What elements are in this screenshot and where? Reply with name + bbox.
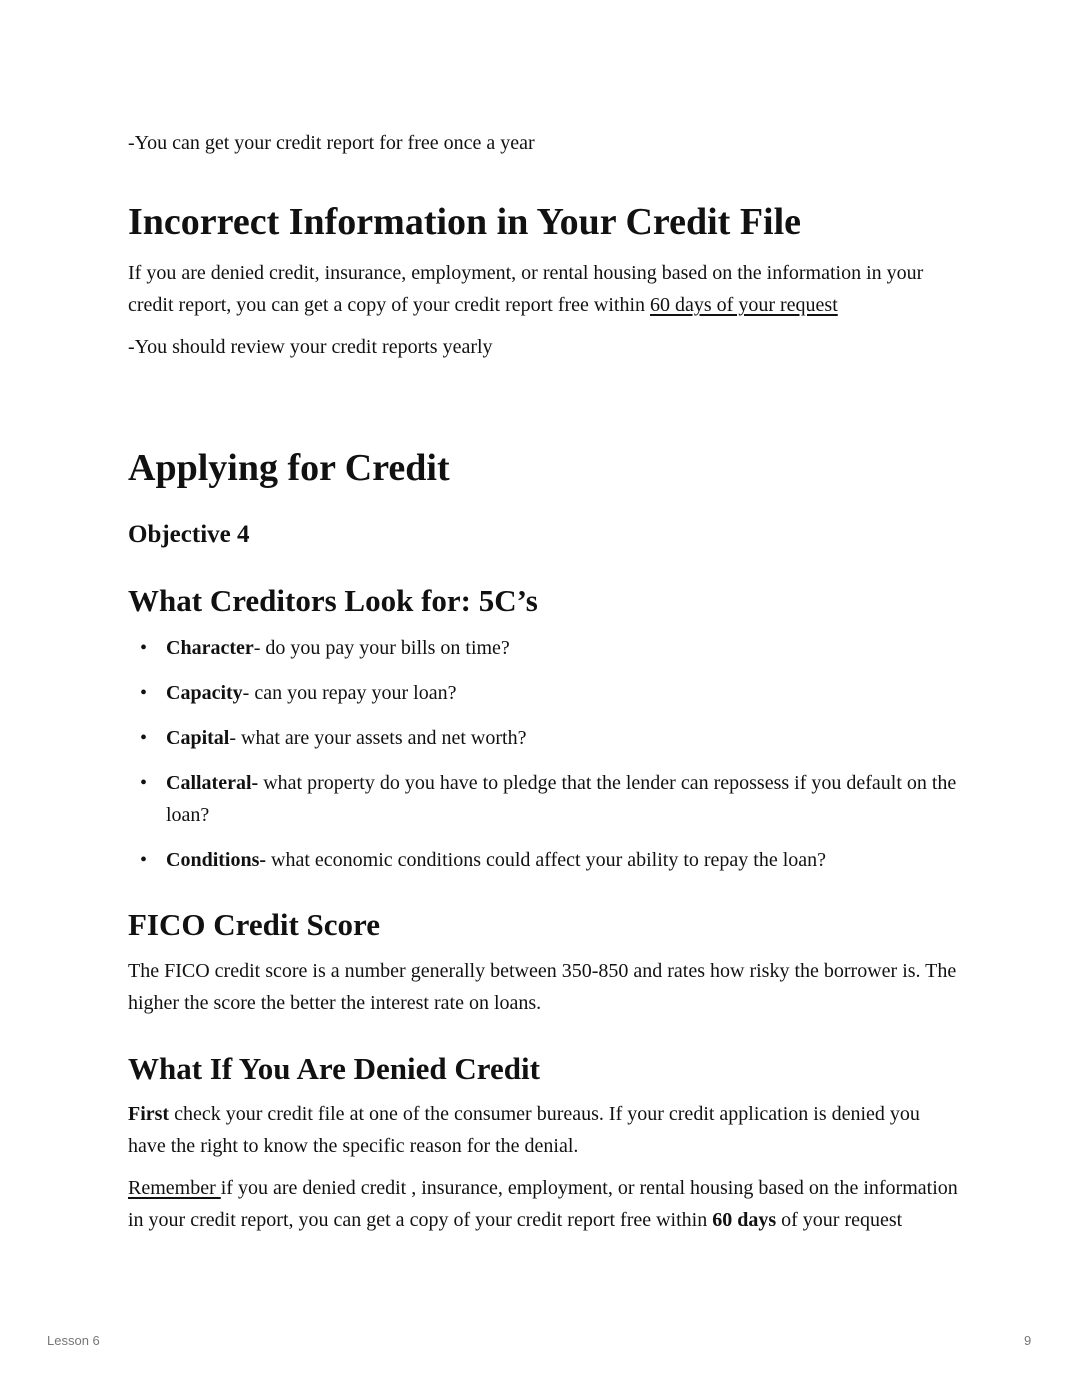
list-item xyxy=(128,722,958,754)
list-item xyxy=(128,844,958,876)
first-bold: First xyxy=(128,1103,170,1125)
term: Capital xyxy=(166,727,230,749)
fico-heading: FICO Credit Score xyxy=(128,907,380,942)
incorrect-info-paragraph xyxy=(128,257,958,321)
bullet-icon: • xyxy=(140,772,148,794)
denied-p2-text1: if you are denied credit , insurance, employment, or rental housing based on the information in your credit report, you can get a copy of your credit report free within xyxy=(128,1177,958,1231)
page-number: 9 xyxy=(1024,1333,1032,1348)
section-heading-applying: Applying for Credit xyxy=(128,447,450,489)
denied-paragraph-2 xyxy=(128,1172,958,1236)
term: Capacity xyxy=(166,682,243,704)
list-item xyxy=(128,632,958,664)
bullet-icon: • xyxy=(140,727,148,749)
section-heading-incorrect-info: Incorrect Information in Your Credit File xyxy=(128,201,802,243)
sixty-days-bold: 60 days xyxy=(712,1209,777,1231)
five-cs-heading: What Creditors Look for: 5C’s xyxy=(128,583,538,618)
desc: what property do you have to pledge that the lender can repossess if you default on the loan? xyxy=(166,772,957,826)
denied-heading: What If You Are Denied Credit xyxy=(128,1051,540,1086)
sixty-days-link-text: 60 days of your request xyxy=(650,294,838,316)
bullet-icon: • xyxy=(140,637,148,659)
denied-p2-text2: of your request xyxy=(776,1209,903,1231)
denied-p1-text: check your credit file at one of the consumer bureaus. If your credit application is denied you have the right to know the specific reason for the denial. xyxy=(128,1103,920,1157)
denied-paragraph-1 xyxy=(128,1098,958,1162)
desc: what economic conditions could affect your ability to repay the loan? xyxy=(266,849,827,871)
desc: - do you pay your bills on time? xyxy=(253,637,510,659)
desc: - what are your assets and net worth? xyxy=(229,727,527,749)
bullet-icon: • xyxy=(140,849,148,871)
incorrect-info-text: If you are denied credit, insurance, employment, or rental housing based on the information in your credit report, you can get a copy of your credit report free within xyxy=(128,262,924,316)
intro-line: -You can get your credit report for free once a year xyxy=(128,132,535,154)
desc: - can you repay your loan? xyxy=(242,682,457,704)
term: Callateral- xyxy=(166,772,259,794)
term: Character xyxy=(166,637,254,659)
remember-underline: Remember xyxy=(128,1177,221,1199)
list-item xyxy=(128,767,958,831)
review-reports-line: -You should review your credit reports yearly xyxy=(128,336,493,358)
objective-label: Objective 4 xyxy=(128,521,250,548)
five-cs-list xyxy=(128,632,958,876)
list-item xyxy=(128,677,958,709)
bullet-icon: • xyxy=(140,682,148,704)
fico-paragraph: The FICO credit score is a number generally between 350-850 and rates how risky the borrower is. The higher the score the better the interest rate on loans. xyxy=(128,960,957,1014)
term: Conditions- xyxy=(166,849,267,871)
footer-lesson-label: Lesson 6 xyxy=(47,1333,100,1348)
